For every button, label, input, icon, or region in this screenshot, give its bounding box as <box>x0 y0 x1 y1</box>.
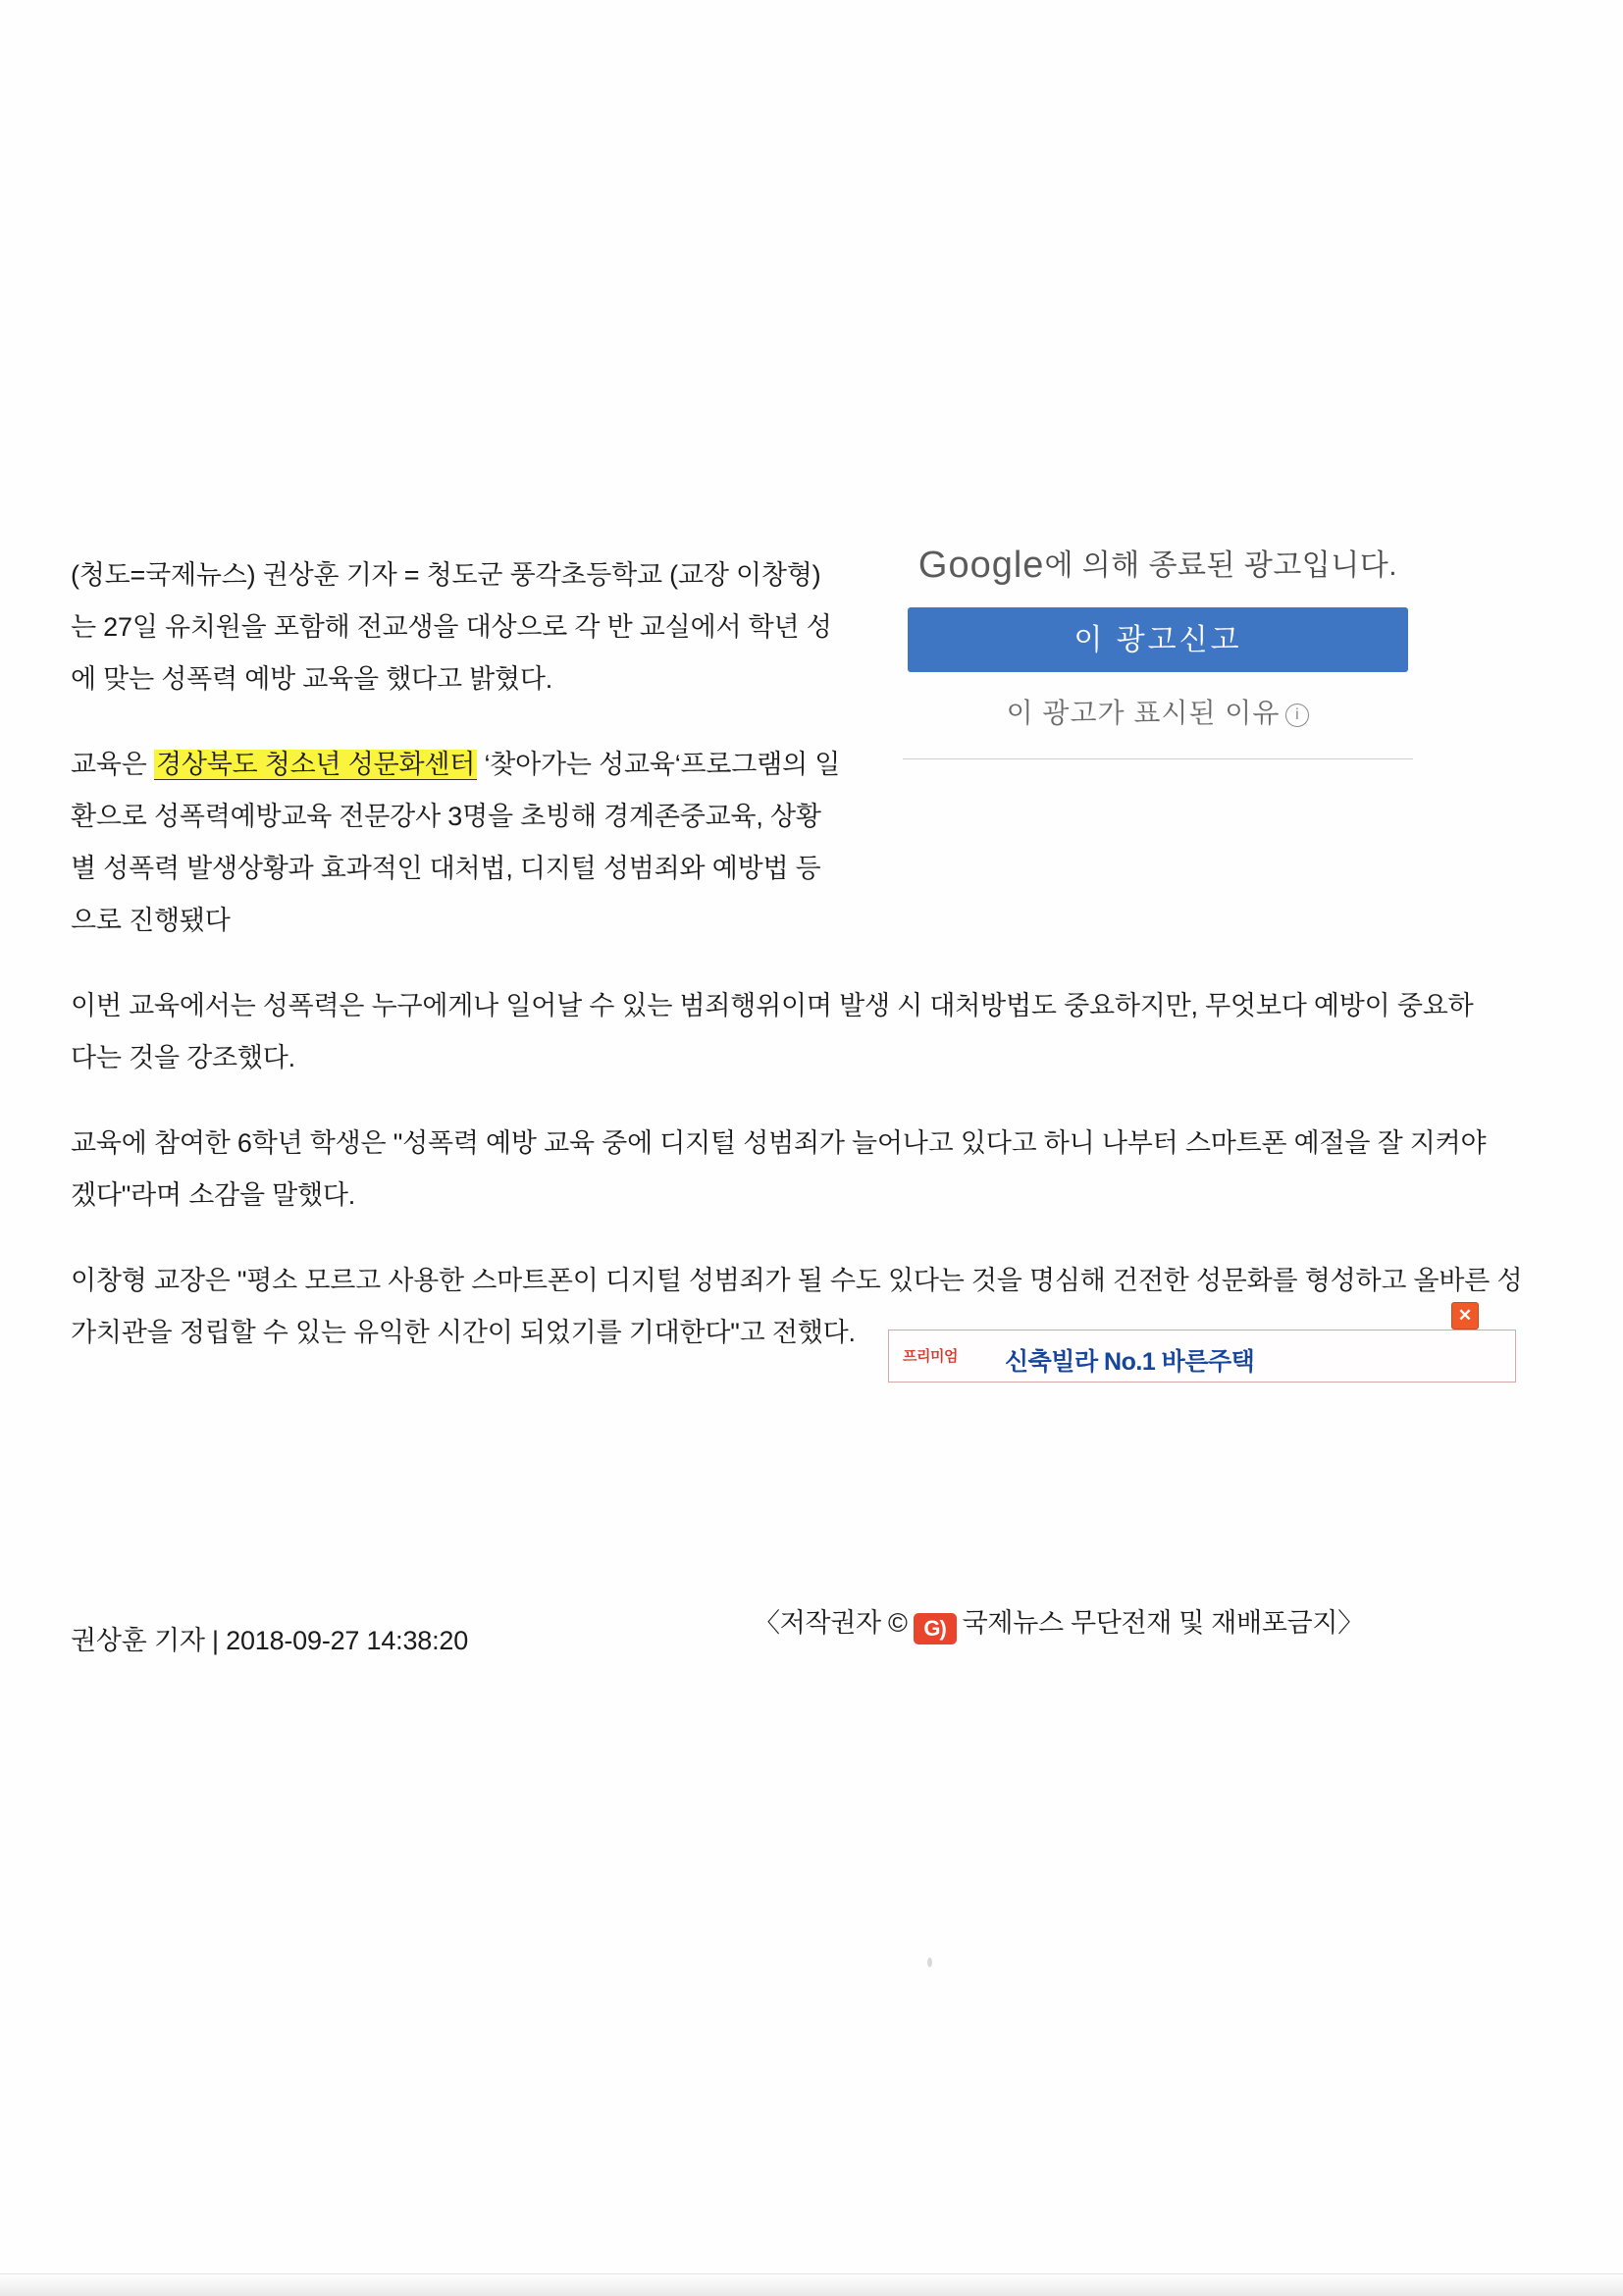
article-paragraph-3: 이번 교육에서는 성폭력은 누구에게나 일어날 수 있는 범죄행위이며 발생 시 대처방법도 중요하지만, 무엇보다 예방이 중요하다는 것을 강조했다. <box>71 991 1474 1072</box>
paragraph-2-rest: ‘찾아가는 성교육‘프로그램의 일환으로 성폭력예방교육 전문강사 3명을 초빙해 경계존중교육, 상황별 성폭력 발생상황과 효과적인 대처법, 디지털 성범죄와 예방법 등으로 진행됐다 <box>71 750 841 935</box>
ad-headline <box>864 538 1452 594</box>
banner-ad-tag: 프리미엄 <box>903 1348 958 1365</box>
google-ad-notice <box>864 538 1452 759</box>
paragraph-2-lead: 교육은 <box>71 750 154 779</box>
ad-headline-text: 에 의해 종료된 광고입니다. <box>1044 549 1398 582</box>
google-wordmark: Google <box>917 545 1045 586</box>
report-ad-button[interactable]: 이 광고신고 <box>908 607 1408 672</box>
article-paragraph-2 <box>71 739 846 947</box>
article-paragraph-5: 이창형 교장은 "평소 모르고 사용한 스마트폰이 디지털 성범죄가 될 수도 있다는 것을 명심해 건전한 성문화를 형성하고 올바른 성가치관을 정립할 수 있는 유익한 시간이 되었기를 기대한다"고 전했다. <box>71 1266 1523 1347</box>
gukje-news-logo-icon: G) <box>914 1613 957 1644</box>
close-icon[interactable]: ✕ <box>1451 1302 1479 1330</box>
banner-ad[interactable] <box>888 1330 1516 1383</box>
banner-ad-text: 신축빌라 No.1 바른주택 <box>1005 1348 1255 1376</box>
article-paragraph-4: 교육에 참여한 6학년 학생은 "성폭력 예방 교육 중에 디지털 성범죄가 늘어나고 있다고 하니 나부터 스마트폰 예절을 잘 지켜야겠다"라며 소감을 말했다. <box>71 1128 1487 1210</box>
info-icon[interactable]: i <box>1285 704 1309 727</box>
copyright-prefix: 〈저작권자 © <box>754 1608 908 1638</box>
article-paragraph-1: (청도=국제뉴스) 권상훈 기자 = 청도군 풍각초등학교 (교장 이창형)는 27일 유치원을 포함해 전교생을 대상으로 각 반 교실에서 학년 성에 맞는 성폭력 예방 교육을 했다고 밝혔다. <box>71 560 832 694</box>
why-this-ad-label: 이 광고가 표시된 이유 <box>1006 698 1281 728</box>
ad-divider <box>903 758 1413 759</box>
copyright-line <box>754 1601 1364 1644</box>
copyright-suffix: 국제뉴스 무단전재 및 재배포금지〉 <box>962 1608 1364 1638</box>
highlighted-text: 경상북도 청소년 성문화센터 <box>155 750 476 779</box>
scan-speck <box>927 1957 932 1967</box>
byline: 권상훈 기자 | 2018-09-27 14:38:20 <box>71 1626 469 1655</box>
why-this-ad[interactable] <box>864 692 1452 731</box>
